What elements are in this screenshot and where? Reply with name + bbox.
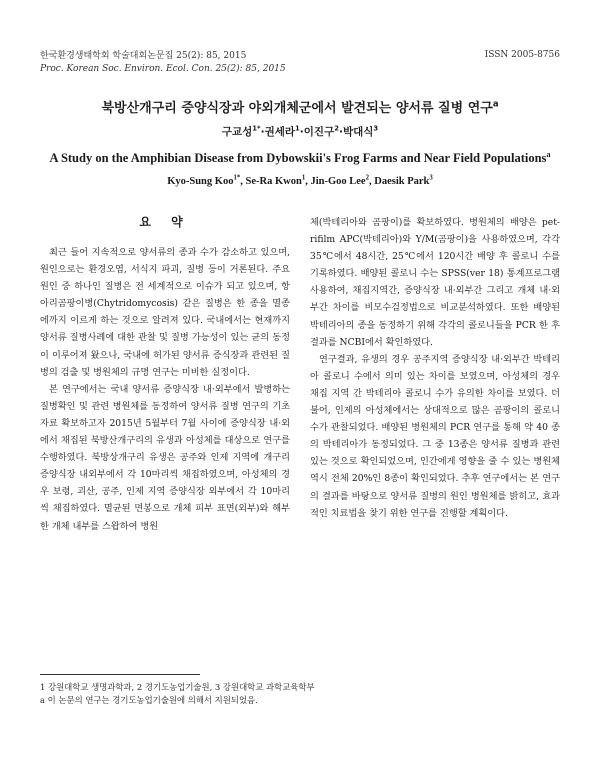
authors-english xyxy=(0,176,600,187)
author-separator: · xyxy=(299,126,304,138)
title-english xyxy=(0,151,600,166)
journal-citation-en: Proc. Korean Soc. Environ. Ecol. Con. 25(2): 85, 2015 xyxy=(40,64,286,74)
author-separator: , xyxy=(240,176,246,187)
author-separator: · xyxy=(338,126,343,138)
korean-author-name: 권세라 xyxy=(264,126,296,138)
korean-author-name: 구교성 xyxy=(221,126,253,138)
english-author-name: Jin-Goo Lee xyxy=(310,176,366,187)
authors-korean xyxy=(0,124,600,139)
footnote-affiliations: 1 강원대학교 생명과학과, 2 경기도농업기술원, 3 강원대학교 과학교육학부 xyxy=(40,682,315,692)
footnote-divider xyxy=(40,674,200,675)
korean-author-affiliation-mark: 1 xyxy=(295,124,300,133)
abstract-column-left xyxy=(40,244,290,535)
abstract-heading: 요 약 xyxy=(139,215,191,229)
english-author-affiliation-mark: 2 xyxy=(365,174,369,182)
author-separator: , xyxy=(305,176,311,187)
english-author-name: Se-Ra Kwon xyxy=(245,176,302,187)
title-korean xyxy=(0,97,600,116)
english-author-affiliation-mark: 1 xyxy=(301,174,306,182)
abstract-paragraph: 최근 들어 지속적으로 양서류의 종과 수가 감소하고 있으며, 원인으로는 환경오염, 서식지 파괴, 질병 등이 거론된다. 주요원인 중 하나인 질병은 전 세계적으로 이슈가 되고 있으며, 항아리곰팡이병(Chytridomycosis) 같은 질병은 한 종을 멸종에까지 이르게 하는 것으로 알려져 있다. 국내에서는 현재까지 양서류 질병사례에 대한 관찰 및 질병 가능성이 있는 균의 동정이 이루어져 왔으나, 국내에 허가된 양서류 증식장과 관련된 질병의 검출 및 병원체의 규명 연구는 미비한 실정이다. xyxy=(40,247,290,378)
korean-author-affiliation-mark: 1* xyxy=(252,124,261,133)
korean-author-name: 박대식 xyxy=(342,126,374,138)
abstract-column-right xyxy=(310,214,560,522)
english-author-affiliation-mark: 1* xyxy=(233,174,241,182)
abstract-paragraph: 연구결과, 유생의 경우 공주지역 증양식장 내·외부간 박테리아 콜로니 수에서 의미 있는 차이를 보였으며, 아성체의 경우 채집 지역 간 박테리아 콜로니 수가 유의한 차이를 보였다. 더불어, 인제의 아성체에서는 상대적으로 많은 곰팡이의 콜로니 수가 관찰되었다. 배양된 병원체의 PCR 연구를 통해 약 40 종의 박테리아가 동정되었다. 그 중 13종은 양서류 질병과 관련 있는 것으로 확인되었으며, 인간에게 영향을 줄 수 있는 병원체 역시 전체 20%인 8종이 확인되었다. 추후 연구에서는 본 연구의 결과를 바탕으로 양서류 질병의 원인 병원체를 밝히고, 효과적인 치료법을 찾기 위한 연구를 진행할 계획이다. xyxy=(310,353,560,519)
journal-citation-kr: 한국환경생태학회 학술대회논문집 25(2): 85, 2015 xyxy=(40,51,247,61)
title-korean-text: 북방산개구리 증양식장과 야외개체군에서 발견되는 양서류 질병 연구 xyxy=(101,101,493,116)
title-korean-footnote-mark: a xyxy=(492,98,499,109)
korean-author-affiliation-mark: 3 xyxy=(373,124,379,133)
author-separator: · xyxy=(260,126,265,138)
abstract-paragraph: 체(박테리아와 곰팡이)를 확보하였다. 병원체의 배양은 pet-rifilm APC(박테리아)와 Y/M(곰팡이)을 사용하였으며, 각각 35℃에서 48시간, 25℃에서 120시간 배양 후 콜로니 수를 기록하였다. 배양된 콜로니 수는 SPSS(ver 18) 통계프로그램 사용하여, 채집지역간, 증양식장 내·외부간 그리고 개체 내·외부간 차이를 비모수검정법으로 비교분석하였다. 또한 배양된 박테리아의 종을 동정하기 위해 각각의 콜로니들을 PCR 한 후 결과를 NCBI에서 확인하였다. xyxy=(310,217,560,348)
english-author-name: Kyo-Sung Koo xyxy=(167,176,234,187)
english-author-name: Daesik Park xyxy=(374,176,430,187)
journal-citation xyxy=(40,50,286,76)
issn: ISSN 2005-8756 xyxy=(484,50,560,60)
korean-author-affiliation-mark: 2 xyxy=(334,124,339,133)
korean-author-name: 이진구 xyxy=(303,126,335,138)
footnotes xyxy=(40,681,315,707)
author-separator: , xyxy=(369,176,375,187)
english-author-affiliation-mark: 3 xyxy=(429,174,433,182)
footnote-funding: a 이 논문의 연구는 경기도농업기술원에 의해서 지원되었음. xyxy=(40,695,258,705)
title-english-footnote-mark: a xyxy=(546,149,551,159)
abstract-paragraph: 본 연구에서는 국내 양서류 증양식장 내·외부에서 발병하는 질병확인 및 관련 병원체를 동정하여 양서류 질병 연구의 기초자료 확보하고자 2015년 5월부터 7월 사이에 증양식장 내·외에서 채집된 북방산개구리의 유생과 아성체를 대상으로 연구를 수행하였다. 북방상개구리 유생은 공주와 인제 지역에 개구리 증양식장 내외부에서 각 10마리씩 채집하였으며, 아성체의 경우 보령, 괴산, 공주, 인제 지역 증양식장 외부에서 각 10마리씩 채집하였다. 멸균된 면봉으로 개체 피부 표면(외부)와 해부한 개체 내부를 스왑하여 병원 xyxy=(40,383,290,532)
title-english-text: A Study on the Amphibian Disease from Dybowskii's Frog Farms and Near Field Populations xyxy=(49,151,547,165)
